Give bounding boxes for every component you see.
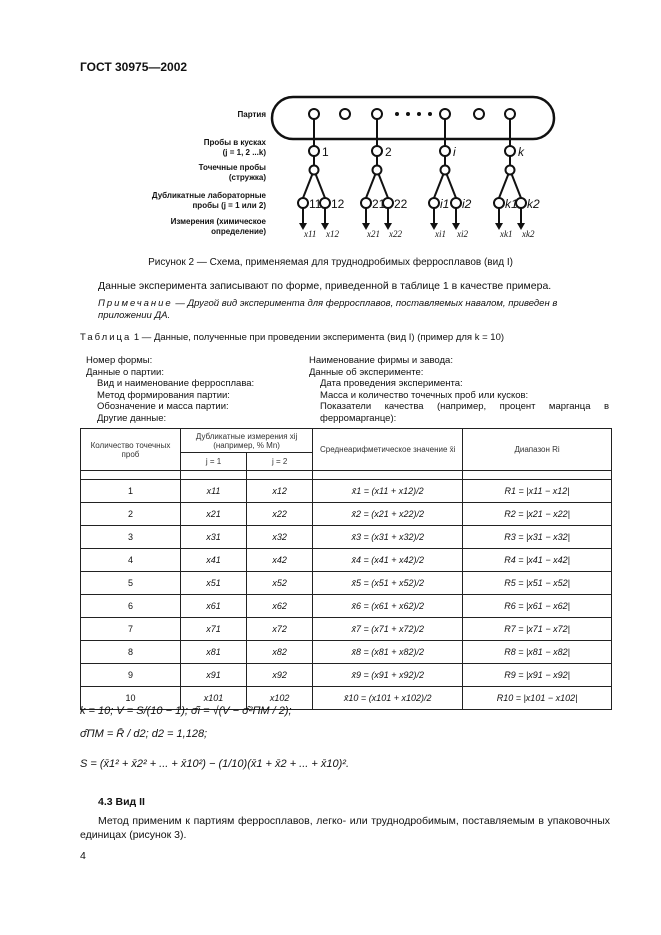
cell-mean: x̄2 = (x21 + x22)/2 [313,503,463,526]
table-row [81,641,612,664]
leaf-label: i1 [440,197,450,211]
branch-label-1: 1 [322,145,329,159]
cell-range: R5 = |x51 − x52| [463,572,612,595]
cell-a: x91 [180,664,246,687]
col-header-count: Количество точечных проб [81,429,181,471]
table-row [81,503,612,526]
table-row [81,618,612,641]
measurement-label: x22 [389,229,402,239]
cell-mean: x̄9 = (x91 + x92)/2 [313,664,463,687]
formula-2: σ̂ПМ = R̄ / d2; d2 = 1,128; [80,728,208,740]
page-number: 4 [80,850,86,862]
diagram-label-party: Партия [237,110,266,119]
cell-n: 10 [81,687,181,710]
meta-line: Наименование фирмы и завода: [309,355,453,366]
diagram-label-samples: Пробы в кусках (j = 1, 2 ...k) [203,138,266,157]
document-header: ГОСТ 30975—2002 [80,60,188,74]
leaf-label: i2 [462,197,472,211]
cell-mean: x̄5 = (x51 + x52)/2 [313,572,463,595]
leaf-label: 12 [331,197,345,211]
cell-n: 1 [81,480,181,503]
cell-a: x31 [180,526,246,549]
cell-range: R7 = |x71 − x72| [463,618,612,641]
cell-b: x62 [247,595,313,618]
meta-line: Вид и наименование ферросплава: [97,378,255,389]
cell-range: R6 = |x61 − x62| [463,595,612,618]
cell-b: x12 [247,480,313,503]
cell-n: 3 [81,526,181,549]
meta-line: Обозначение и масса партии: [97,401,229,412]
note-text: — Другой вид эксперимента для ферросплавов, поставляемых навалом, приведен в приложении ДА. [98,298,558,321]
table-caption-text: 1 — Данные, полученные при проведении эксперимента (вид I) (пример для k = 10) [131,332,505,343]
cell-b: x32 [247,526,313,549]
table-row [81,526,612,549]
cell-mean: x̄7 = (x71 + x72)/2 [313,618,463,641]
measurement-label: x11 [304,229,317,239]
meta-line: Другие данные: [97,412,167,424]
cell-a: x51 [180,572,246,595]
cell-range: R8 = |x81 − x82| [463,641,612,664]
cell-a: x101 [180,687,246,710]
meta-line: Данные о партии: [86,366,164,378]
cell-mean: x̄1 = (x11 + x12)/2 [313,480,463,503]
cell-n: 5 [81,572,181,595]
meta-line: Масса и количество точечных проб или кусков: [320,389,529,401]
table-caption [80,332,620,343]
leaf-label: 21 [372,197,386,211]
cell-mean: x̄4 = (x41 + x42)/2 [313,549,463,572]
cell-n: 2 [81,503,181,526]
cell-range: R3 = |x31 − x32| [463,526,612,549]
meta-right [309,355,609,424]
meta-line: Данные об эксперименте: [309,366,424,378]
measurement-label: x21 [367,229,380,239]
section-heading: 4.3 Вид II [98,796,145,808]
cell-a: x71 [180,618,246,641]
col-header-duplicates: Дубликатные измерения xij (например, % Mn) [180,429,312,453]
leaf-label: k1 [505,197,518,211]
meta-line: Дата проведения эксперимента: [320,378,463,389]
measurement-label: xk2 [522,229,535,239]
measurement-label: xi2 [457,229,468,239]
cell-b: x42 [247,549,313,572]
table-row [81,549,612,572]
col-header-j2: j = 2 [247,453,313,471]
table-row [81,664,612,687]
col-header-range: Диапазон Ri [463,429,612,471]
meta-line: Показатели качества (например, процент марганца в ферромарганце): [320,401,609,424]
diagram-label-duplicates: Дубликатные лабораторные пробы (j = 1 или 2) [151,191,266,210]
cell-b: x102 [247,687,313,710]
cell-range: R9 = |x91 − x92| [463,664,612,687]
cell-mean: x̄10 = (x101 + x102)/2 [313,687,463,710]
cell-range: R10 = |x101 − x102| [463,687,612,710]
cell-a: x11 [180,480,246,503]
diagram-label-point-samples: Точечные пробы (стружка) [198,163,266,182]
formula-3: S = (x̄1² + x̄2² + ... + x̄10²) − (1/10)(x̄1 + x̄2 + ... + x̄10)². [80,758,350,770]
meta-line: Номер формы: [86,355,153,366]
meta-left [86,355,306,424]
cell-b: x92 [247,664,313,687]
section-paragraph: Метод применим к партиям ферросплавов, легко- или труднодробимым, поставляемым в упаковочных единицах (рисунок 3). [80,815,610,841]
table-label: Таблица [80,332,132,343]
leaf-label: 22 [394,197,408,211]
branch-label-2: 2 [385,145,392,159]
branch-label-k: k [518,145,524,159]
cell-range: R4 = |x41 − x42| [463,549,612,572]
figure-caption: Рисунок 2 — Схема, применяемая для труднодробимых ферросплавов (вид I) [148,257,513,268]
cell-mean: x̄6 = (x61 + x62)/2 [313,595,463,618]
cell-n: 6 [81,595,181,618]
cell-n: 9 [81,664,181,687]
note-label: Примечание [98,298,173,309]
cell-b: x82 [247,641,313,664]
col-header-mean: Среднеарифметическое значение x̄i [313,429,463,471]
measurement-label: xi1 [435,229,446,239]
cell-n: 7 [81,618,181,641]
cell-a: x21 [180,503,246,526]
leaf-label: k2 [527,197,540,211]
col-header-j1: j = 1 [180,453,246,471]
cell-b: x22 [247,503,313,526]
cell-b: x72 [247,618,313,641]
table-row [81,480,612,503]
cell-b: x52 [247,572,313,595]
leaf-label: 11 [309,197,322,211]
cell-mean: x̄3 = (x31 + x32)/2 [313,526,463,549]
meta-line: Метод формирования партии: [97,389,230,401]
measurement-label: xk1 [500,229,513,239]
measurement-label: x12 [326,229,339,239]
table-row [81,595,612,618]
formula-1: k = 10; V = S/(10 − 1); σ̂i = √(V − σ̂²ПМ / 2); [80,705,292,717]
branch-label-i: i [453,145,456,159]
cell-range: R2 = |x21 − x22| [463,503,612,526]
cell-a: x81 [180,641,246,664]
data-table [80,428,612,710]
cell-a: x61 [180,595,246,618]
note [98,298,612,322]
cell-a: x41 [180,549,246,572]
diagram-label-measurements: Измерения (химическое определение) [170,217,266,236]
cell-range: R1 = |x11 − x12| [463,480,612,503]
table-row [81,572,612,595]
intro-paragraph: Данные эксперимента записывают по форме, приведенной в таблице 1 в качестве примера. [98,280,552,292]
cell-n: 8 [81,641,181,664]
cell-n: 4 [81,549,181,572]
cell-mean: x̄8 = (x81 + x82)/2 [313,641,463,664]
